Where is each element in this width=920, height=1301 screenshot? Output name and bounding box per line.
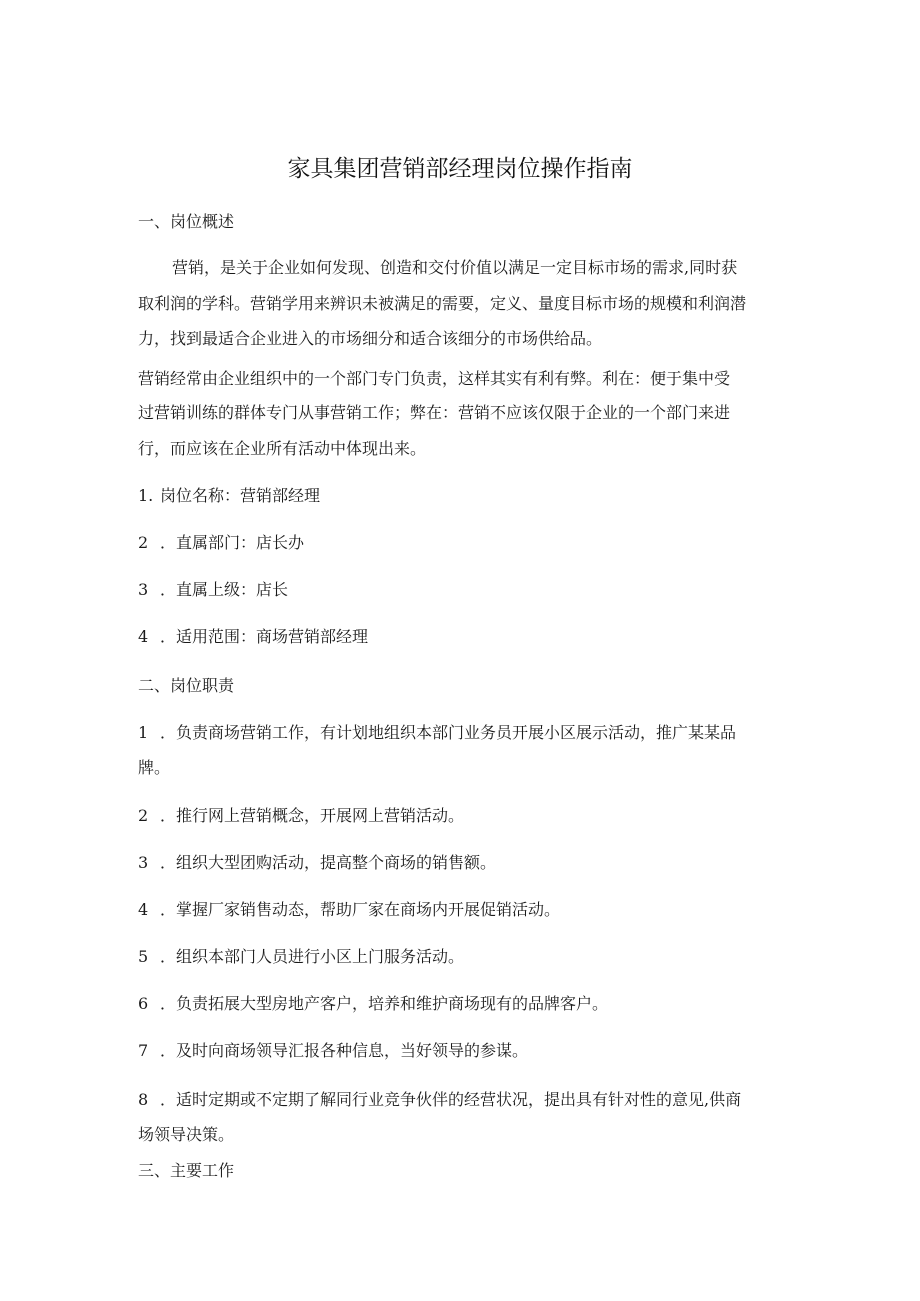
list-item — [138, 723, 788, 743]
paragraph-line: 过营销训练的群体专门从事营销工作；弊在：营销不应该仅限于企业的一个部门来进 — [138, 403, 731, 422]
list-item-text: ．掌握厂家销售动态，帮助厂家在商场内开展促销活动。 — [160, 900, 561, 919]
list-item-text: ．负责拓展大型房地产客户，培养和维护商场现有的品牌客户。 — [160, 994, 609, 1013]
paragraph-line: 取利润的学科。营销学用来辨识未被满足的需要，定义、量度目标市场的规模和利润潜 — [138, 294, 747, 313]
list-item-text: ．及时向商场领导汇报各种信息，当好领导的参谋。 — [160, 1041, 529, 1060]
section-heading-overview: 一、岗位概述 — [138, 212, 235, 231]
section-heading-duties: 二、岗位职责 — [138, 676, 235, 695]
list-item-continuation: 场领导决策。 — [138, 1125, 235, 1144]
document-title: 家具集团营销部经理岗位操作指南 — [287, 156, 633, 182]
list-item-number: 5 — [138, 947, 149, 966]
paragraph-line: 营销，是关于企业如何发现、创造和交付价值以满足一定目标市场的需求,同时获 — [172, 258, 738, 277]
paragraph-line: 营销经常由企业组织中的一个部门专门负责，这样其实有利有弊。利在：便于集中受 — [138, 369, 731, 388]
list-item-text: ．负责商场营销工作，有计划地组织本部门业务员开展小区展示活动，推广某某品 — [160, 723, 737, 742]
paragraph-line: 力，找到最适合企业进入的市场细分和适合该细分的市场供给品。 — [138, 329, 603, 348]
list-item — [138, 1090, 788, 1110]
list-item-number: 3 — [138, 853, 149, 872]
list-item — [138, 486, 788, 506]
list-item — [138, 947, 788, 967]
list-item — [138, 806, 788, 826]
list-item-text: ．直属部门：店长办 — [160, 533, 305, 552]
list-item-text: ．推行网上营销概念，开展网上营销活动。 — [160, 806, 465, 825]
list-item — [138, 1041, 788, 1061]
list-item-number: 4 — [138, 627, 149, 646]
list-item-text: ．组织大型团购活动，提高整个商场的销售额。 — [160, 853, 497, 872]
list-item-text: ．适时定期或不定期了解同行业竞争伙伴的经营状况，提出具有针对性的意见,供商 — [160, 1090, 742, 1109]
list-item-number: 1. — [138, 486, 154, 505]
list-item-number: 4 — [138, 900, 149, 919]
list-item-number: 7 — [138, 1041, 149, 1060]
list-item — [138, 853, 788, 873]
list-item-text: 岗位名称：营销部经理 — [160, 486, 321, 505]
list-item-text: ．适用范围：商场营销部经理 — [160, 627, 369, 646]
list-item — [138, 533, 788, 553]
list-item — [138, 900, 788, 920]
list-item-number: 3 — [138, 580, 149, 599]
list-item — [138, 994, 788, 1014]
list-item-continuation: 牌。 — [138, 758, 171, 777]
list-item — [138, 627, 788, 647]
list-item — [138, 580, 788, 600]
list-item-text: ．组织本部门人员进行小区上门服务活动。 — [160, 947, 465, 966]
section-heading-main-work: 三、主要工作 — [138, 1161, 235, 1180]
list-item-number: 6 — [138, 994, 149, 1013]
list-item-text: ．直属上级：店长 — [160, 580, 289, 599]
list-item-number: 2 — [138, 533, 149, 552]
list-item-number: 8 — [138, 1090, 149, 1109]
list-item-number: 2 — [138, 806, 149, 825]
list-item-number: 1 — [138, 723, 149, 742]
paragraph-line: 行，而应该在企业所有活动中体现出来。 — [138, 439, 427, 458]
